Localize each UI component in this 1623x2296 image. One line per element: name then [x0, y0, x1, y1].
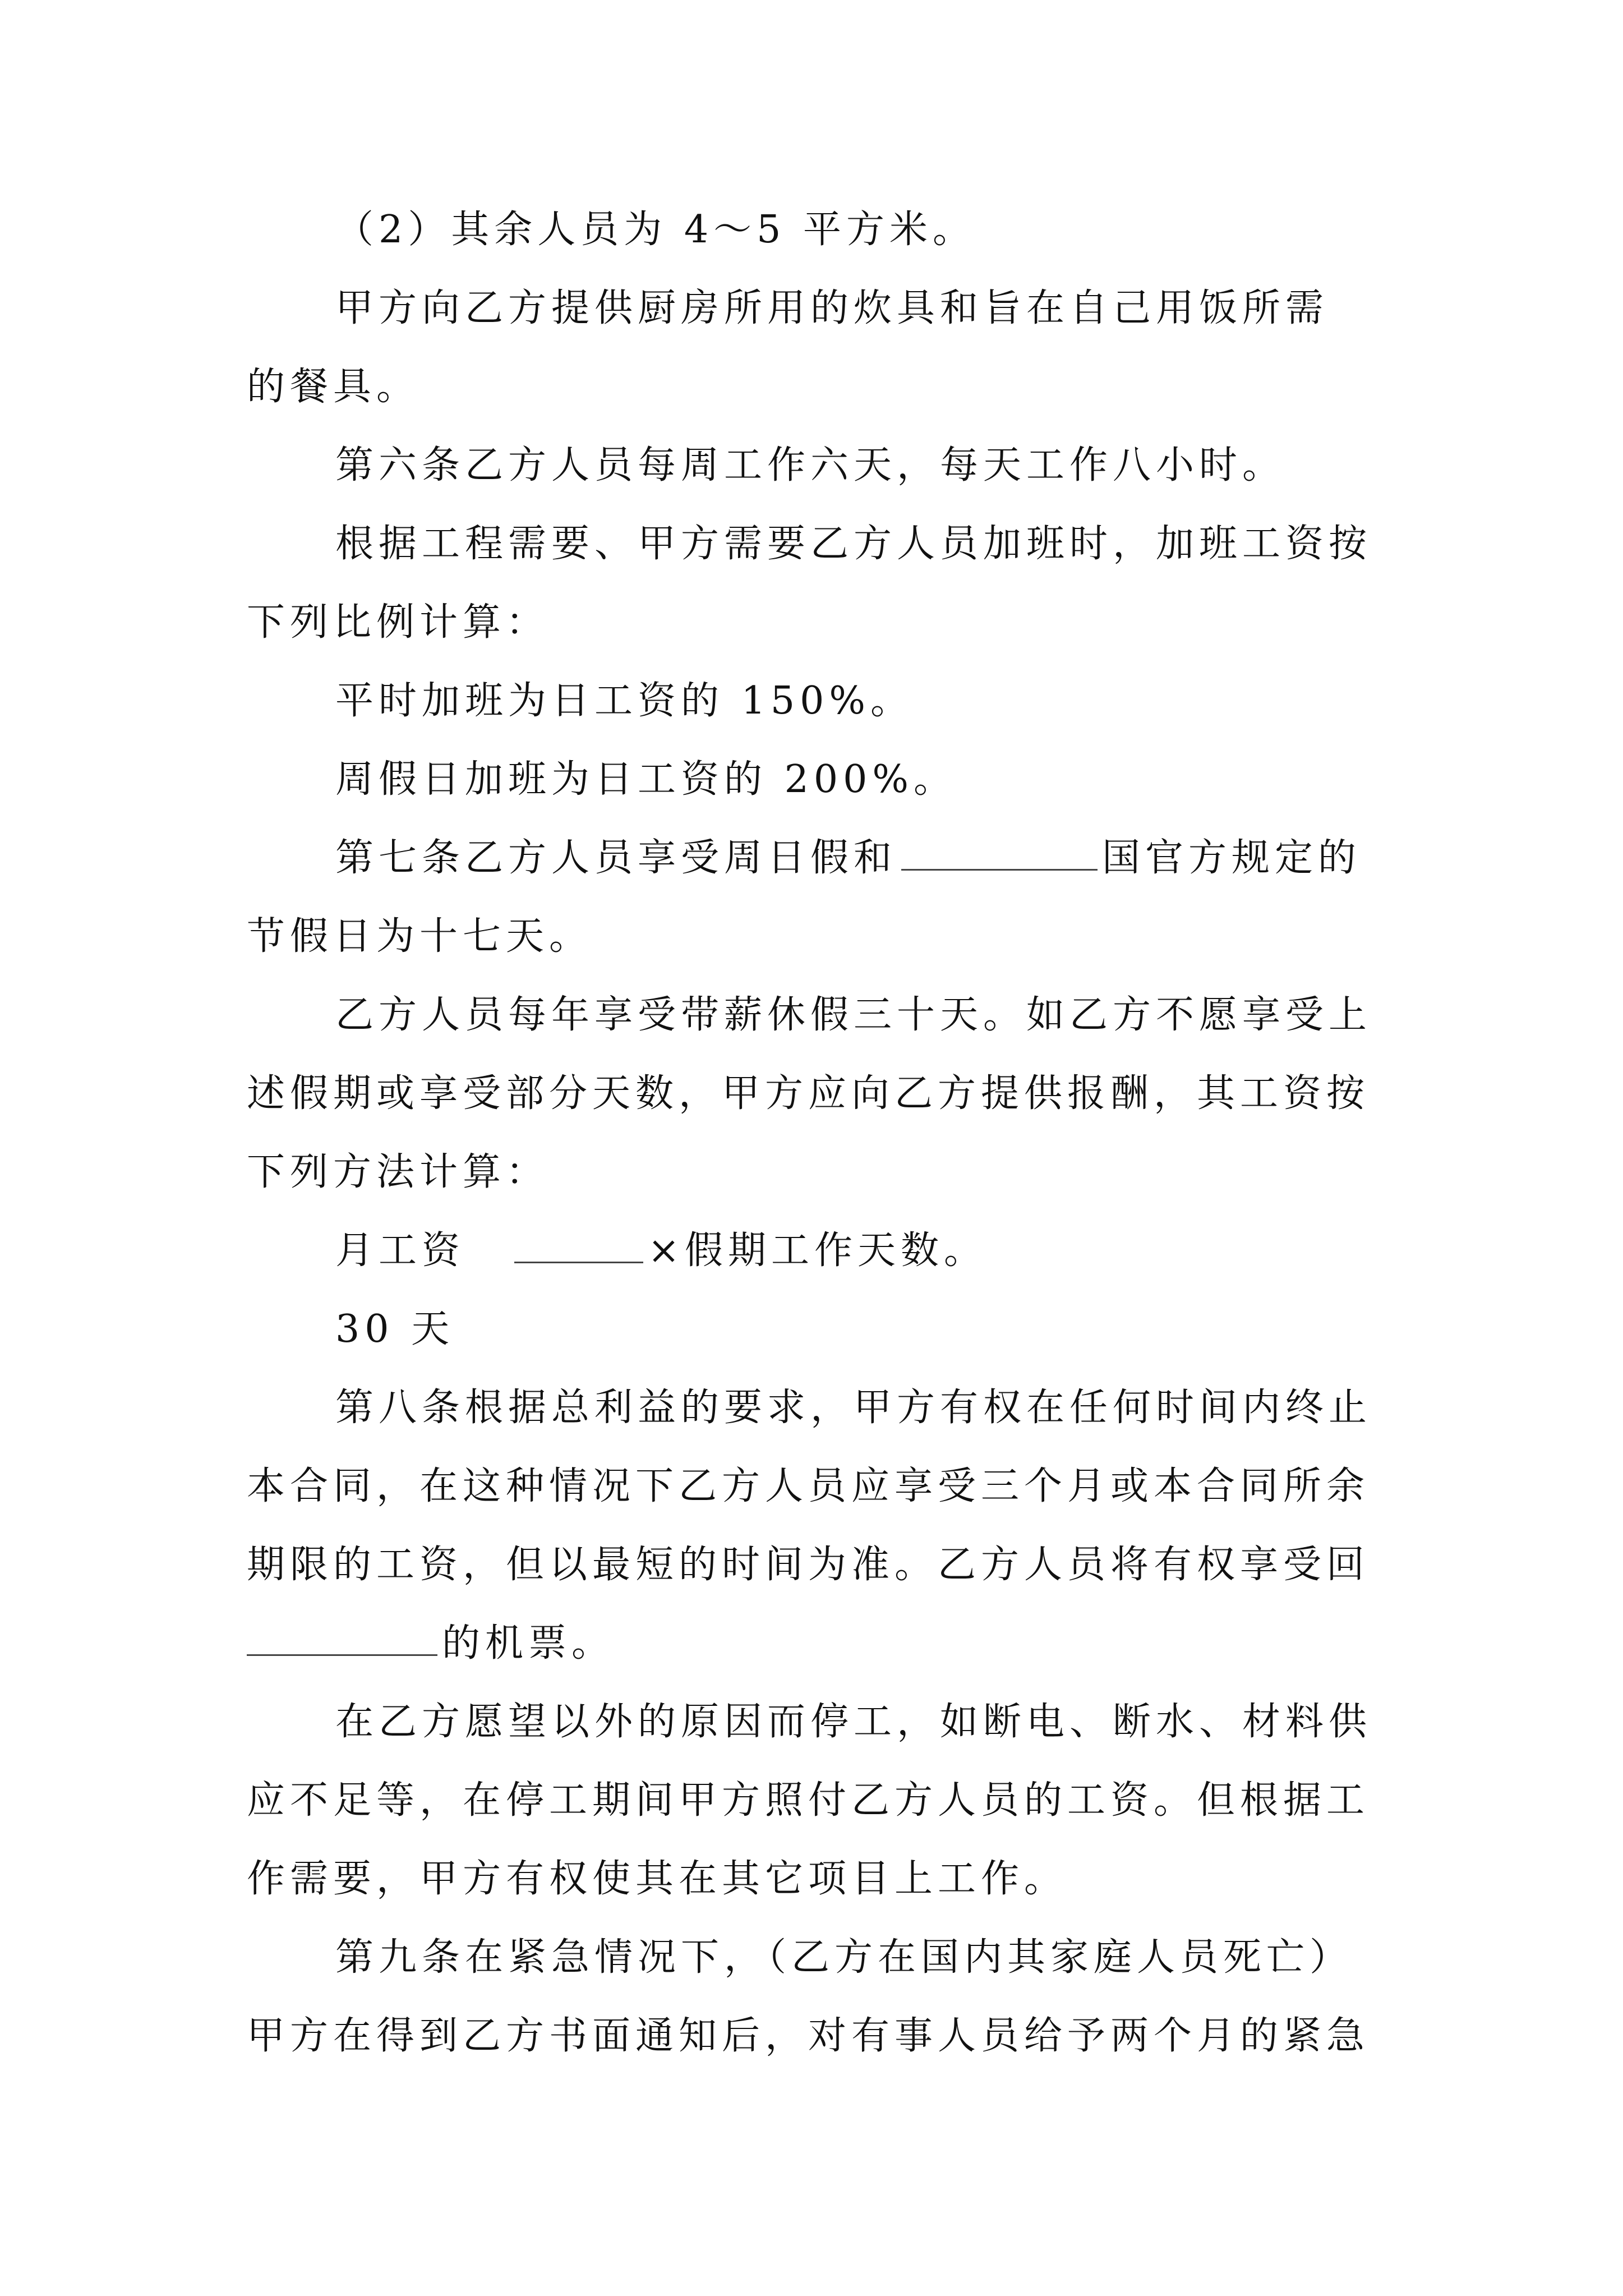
paragraph-line: 下列比例计算： — [247, 600, 550, 645]
paragraph-line: 根据工程需要、甲方需要乙方人员加班时，加班工资按 — [335, 522, 1372, 566]
paragraph-line: 甲方在得到乙方书面通知后，对有事人员给予两个月的紧急 — [247, 2014, 1370, 2058]
fill-in-blank[interactable] — [514, 1228, 643, 1263]
paragraph-line: 第八条根据总利益的要求，甲方有权在任何时间内终止 — [335, 1386, 1372, 1430]
line-text: 第七条乙方人员享受周日假和 — [335, 836, 897, 880]
paragraph-line: （2）其余人员为 4～5 平方米。 — [335, 208, 976, 252]
fill-in-blank[interactable] — [247, 1621, 437, 1656]
paragraph-line: 平时加班为日工资的 150%。 — [335, 679, 914, 723]
formula-line — [335, 1212, 987, 1290]
paragraph-line: 应不足等，在停工期间甲方照付乙方人员的工资。但根据工 — [247, 1778, 1370, 1823]
paragraph-line: 第九条在紧急情况下，（乙方在国内其家庭人员死亡） — [335, 1935, 1353, 1980]
paragraph-line — [335, 819, 1361, 898]
paragraph-line: 周假日加班为日工资的 200%。 — [335, 757, 957, 802]
paragraph-line: 节假日为十七天。 — [247, 914, 593, 959]
formula-denominator: 30 天 — [335, 1307, 455, 1351]
paragraph-line: 本合同，在这种情况下乙方人员应享受三个月或本合同所余 — [247, 1464, 1370, 1508]
paragraph-line — [247, 1604, 615, 1683]
formula-numerator: 月工资 — [335, 1228, 465, 1273]
line-text: 的机票。 — [442, 1621, 615, 1665]
paragraph-line: 乙方人员每年享受带薪休假三十天。如乙方不愿享受上 — [335, 993, 1372, 1037]
paragraph-line: 作需要，甲方有权使其在其它项目上工作。 — [247, 1857, 1068, 1901]
paragraph-line: 第六条乙方人员每周工作六天，每天工作八小时。 — [335, 443, 1286, 487]
paragraph-line: 期限的工资，但以最短的时间为准。乙方人员将有权享受回 — [247, 1543, 1370, 1587]
paragraph-line: 下列方法计算： — [247, 1150, 550, 1194]
paragraph-line: 的餐具。 — [247, 365, 420, 409]
line-text: 国官方规定的 — [1102, 836, 1362, 880]
formula-multiplier: ×假期工作天数。 — [648, 1228, 987, 1273]
paragraph-line: 在乙方愿望以外的原因而停工，如断电、断水、材料供 — [335, 1700, 1372, 1744]
paragraph-line: 述假期或享受部分天数，甲方应向乙方提供报酬，其工资按 — [247, 1071, 1370, 1116]
fill-in-blank[interactable] — [901, 835, 1098, 871]
paragraph-line: 甲方向乙方提供厨房所用的炊具和旨在自己用饭所需 — [335, 286, 1329, 330]
